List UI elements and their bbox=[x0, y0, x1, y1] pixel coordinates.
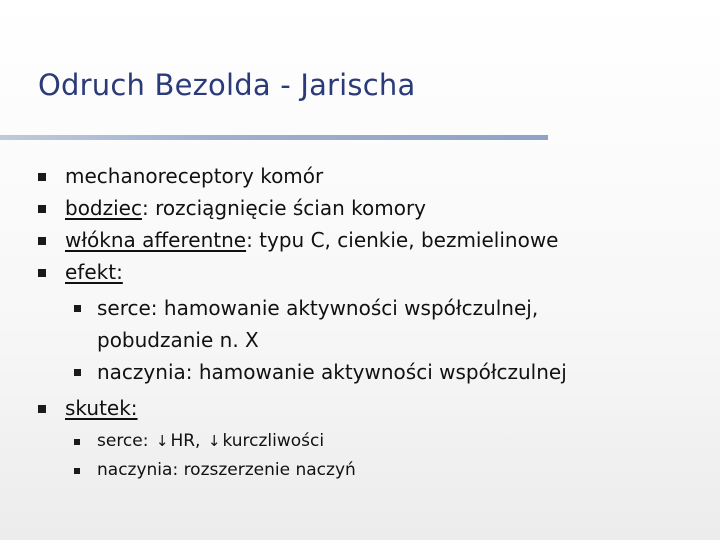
square-bullet-icon bbox=[74, 468, 80, 474]
square-bullet-icon bbox=[38, 269, 46, 277]
square-bullet-icon bbox=[38, 205, 46, 213]
square-bullet-icon bbox=[74, 305, 81, 312]
square-bullet-icon bbox=[74, 439, 80, 445]
bodziec-rest: : rozciągnięcie ścian komory bbox=[141, 196, 426, 220]
bullet-text-2 bbox=[65, 196, 426, 220]
square-bullet-icon bbox=[74, 369, 81, 376]
skutek-serce-label: serce: bbox=[97, 431, 149, 451]
efekt-sub-1-line2: pobudzanie n. X bbox=[97, 328, 259, 352]
label-skutek: skutek: bbox=[65, 396, 138, 420]
bullet-text-3 bbox=[65, 228, 558, 252]
title-rule bbox=[0, 135, 548, 140]
down-arrow-icon: ↓ bbox=[207, 432, 221, 450]
square-bullet-icon bbox=[38, 405, 46, 413]
down-arrow-icon: ↓ bbox=[155, 432, 169, 450]
skutek-kurczliwosci: kurczliwości bbox=[222, 431, 325, 451]
skutek-sub-2: naczynia: rozszerzenie naczyń bbox=[97, 460, 356, 480]
bullet-text-1: mechanoreceptory komór bbox=[65, 164, 324, 188]
square-bullet-icon bbox=[38, 173, 46, 181]
wlokna-rest: : typu C, cienkie, bezmielinowe bbox=[246, 228, 559, 252]
skutek-sub-1 bbox=[97, 431, 324, 451]
efekt-sub-2: naczynia: hamowanie aktywności współczulnej bbox=[97, 360, 567, 384]
label-efekt: efekt: bbox=[65, 260, 123, 284]
slide-title: Odruch Bezolda - Jarischa bbox=[38, 68, 416, 102]
skutek-hr: HR, bbox=[170, 431, 201, 451]
efekt-sub-1-line1: serce: hamowanie aktywności współczulnej, bbox=[97, 296, 539, 320]
square-bullet-icon bbox=[38, 237, 46, 245]
label-wlokna: włókna afferentne bbox=[65, 228, 247, 252]
label-bodziec: bodziec bbox=[65, 196, 142, 220]
